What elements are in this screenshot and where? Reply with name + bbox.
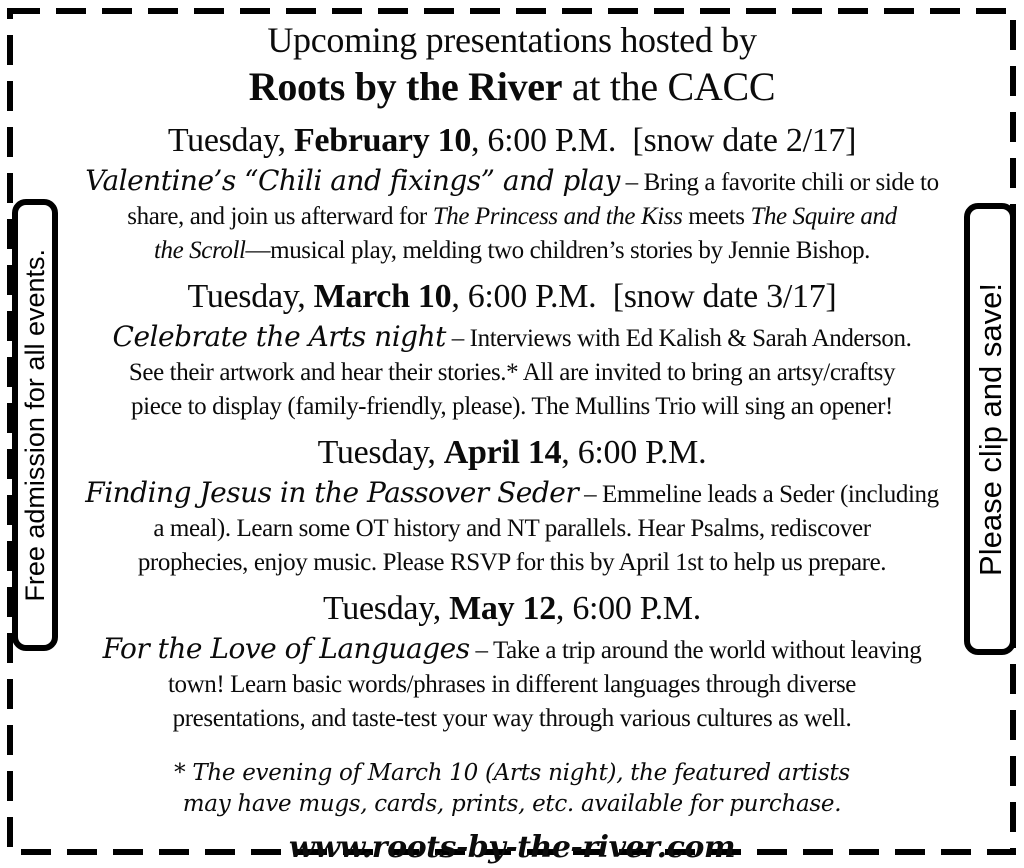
event-date-heading xyxy=(64,588,960,630)
event-description-line xyxy=(64,356,960,390)
org-location: at the CACC xyxy=(562,64,776,109)
event-date-suffix: , 6:00 P.M. [snow date 3/17] xyxy=(451,278,837,315)
website-url: www.roots-by-the-river.com xyxy=(288,830,736,865)
event-description-line xyxy=(64,702,960,736)
event-section-april xyxy=(64,432,960,580)
clip-and-save-label: Please clip and save! xyxy=(972,282,1008,576)
free-admission-banner xyxy=(12,199,58,651)
event-title-script: Finding Jesus in the Passover Seder xyxy=(85,476,579,509)
event-description-text: – Emmeline leads a Seder (including xyxy=(578,481,939,508)
event-date-prefix: Tuesday, xyxy=(317,434,444,471)
event-date-heading xyxy=(64,276,960,318)
event-description-line xyxy=(64,320,960,356)
event-description-line xyxy=(64,512,960,546)
event-description-text: presentations, and taste-test your way through various cultures as well. xyxy=(172,705,852,732)
event-title-script: Celebrate the Arts night xyxy=(112,320,446,353)
event-date: May 12 xyxy=(449,590,556,627)
event-date-heading xyxy=(64,432,960,474)
event-section-march xyxy=(64,276,960,424)
event-description-line xyxy=(64,632,960,668)
event-description-text: a meal). Learn some OT history and NT parallels. Hear Psalms, rediscover xyxy=(153,515,871,542)
book-title: The Squire and xyxy=(750,203,897,230)
event-title-script: For the Love of Languages xyxy=(102,632,470,665)
event-description-text: piece to display (family-friendly, please). The Mullins Trio will sing an opener! xyxy=(131,393,893,420)
event-description-text: – Interviews with Ed Kalish & Sarah Anderson. xyxy=(445,325,912,352)
book-title: The Princess and the Kiss xyxy=(432,203,683,230)
event-section-may xyxy=(64,588,960,736)
page-title-line1: Upcoming presentations hosted by xyxy=(267,20,757,60)
event-description-text: meets xyxy=(682,203,751,230)
event-title-script: Valentine’s “Chili and fixings” and play xyxy=(85,164,620,197)
footnote-line2: may have mugs, cards, prints, etc. available for purchase. xyxy=(182,791,842,817)
event-description-line xyxy=(64,546,960,580)
page-title-line2 xyxy=(64,62,960,112)
book-title: the Scroll xyxy=(153,237,246,264)
event-description-text: See their artwork and hear their stories.* All are invited to bring an artsy/craftsy xyxy=(128,359,896,386)
event-date-prefix: Tuesday, xyxy=(187,278,314,315)
event-description-text: prophecies, enjoy music. Please RSVP for this by April 1st to help us prepare. xyxy=(137,549,887,576)
event-description-line xyxy=(64,668,960,702)
free-admission-label: Free admission for all events. xyxy=(19,248,50,602)
event-description-text: share, and join us afterward for xyxy=(127,203,433,230)
event-description-line xyxy=(64,476,960,512)
event-date-suffix: , 6:00 P.M. xyxy=(561,434,707,471)
event-description-line xyxy=(64,234,960,268)
event-description-line xyxy=(64,390,960,424)
event-date-suffix: , 6:00 P.M. xyxy=(555,590,701,627)
org-name: Roots by the River xyxy=(248,64,563,109)
event-description-text: – Take a trip around the world without leaving xyxy=(469,637,922,664)
event-description-text: – Bring a favorite chili or side to xyxy=(619,169,939,196)
event-date-prefix: Tuesday, xyxy=(323,590,450,627)
event-description-text: —musical play, melding two children’s stories by Jennie Bishop. xyxy=(245,237,871,264)
event-description-line xyxy=(64,164,960,200)
event-date-suffix: , 6:00 P.M. [snow date 2/17] xyxy=(471,122,857,159)
event-section-february xyxy=(64,120,960,268)
arts-night-footnote xyxy=(64,758,960,820)
footnote-line1: * The evening of March 10 (Arts night), the featured artists xyxy=(174,760,850,786)
event-date: April 14 xyxy=(443,434,562,471)
event-date: February 10 xyxy=(293,122,472,159)
clip-and-save-banner xyxy=(964,203,1016,655)
event-description-line xyxy=(64,200,960,234)
event-date-heading xyxy=(64,120,960,162)
event-description-text: town! Learn basic words/phrases in different languages through diverse xyxy=(168,671,856,698)
event-date: March 10 xyxy=(313,278,452,315)
event-date-prefix: Tuesday, xyxy=(167,122,294,159)
